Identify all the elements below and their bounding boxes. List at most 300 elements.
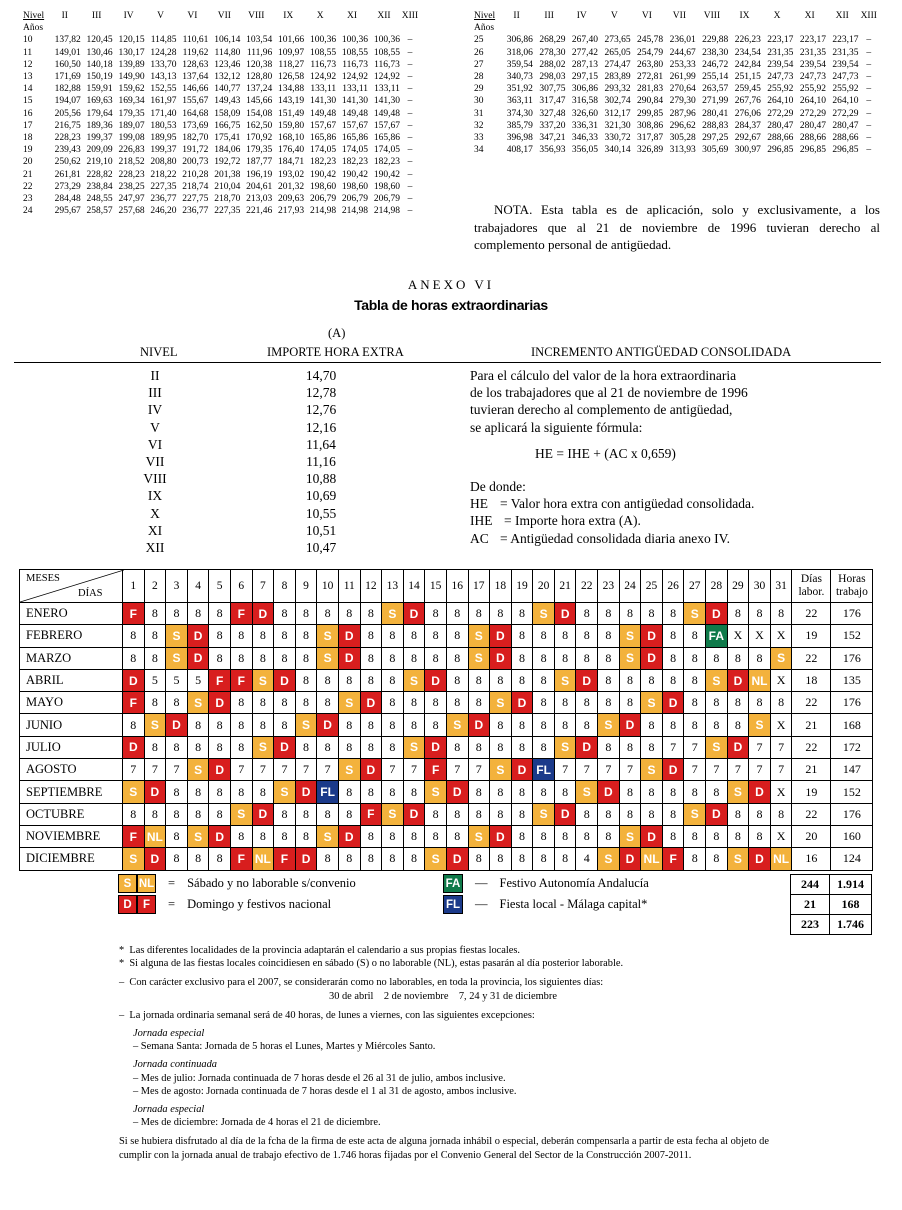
day-header: 24 bbox=[619, 570, 641, 603]
antiguedad-header-cell: V bbox=[157, 11, 164, 21]
table-cell: 214,98 bbox=[309, 206, 337, 217]
table-cell: 288,66 bbox=[799, 133, 826, 144]
table-cell: 184,71 bbox=[278, 157, 305, 168]
calendar-cell: D bbox=[749, 781, 771, 803]
table-cell: – bbox=[407, 35, 413, 46]
calendar-cell: 8 bbox=[360, 848, 382, 870]
table-cell: 299,85 bbox=[637, 108, 664, 119]
calendar-cell: 8 bbox=[230, 736, 252, 758]
table-cell: 140,18 bbox=[86, 59, 113, 70]
antiguedad-header-cell: IX bbox=[283, 11, 294, 21]
calendar-cell: D bbox=[511, 692, 533, 714]
table-cell: 253,33 bbox=[669, 59, 696, 70]
table-cell: 21 bbox=[23, 169, 33, 180]
table-cell: 313,93 bbox=[669, 145, 696, 156]
calendar-cell: 8 bbox=[727, 825, 749, 847]
calendar-cell: 7 bbox=[230, 759, 252, 781]
calendar-cell: 8 bbox=[554, 781, 576, 803]
definition-value: = Antigüedad consolidada diaria anexo IV. bbox=[500, 530, 731, 546]
day-header: 6 bbox=[230, 570, 252, 603]
table-cell: 231,35 bbox=[767, 47, 794, 58]
table-cell: 218,22 bbox=[150, 169, 177, 180]
calendar-cell: 8 bbox=[187, 736, 209, 758]
summary-row bbox=[791, 895, 872, 915]
calendar-cell: F bbox=[230, 603, 252, 625]
table-cell: 264,10 bbox=[832, 96, 859, 107]
calendar-cell: 8 bbox=[706, 848, 728, 870]
table-cell: 152,55 bbox=[150, 84, 177, 95]
calendar-cell: 8 bbox=[230, 825, 252, 847]
calendar-cell: NL bbox=[749, 669, 771, 691]
table-cell: – bbox=[407, 47, 413, 58]
table-cell: 100,36 bbox=[309, 35, 337, 46]
table-cell: 133,11 bbox=[374, 84, 400, 95]
month-name: SEPTIEMBRE bbox=[20, 781, 123, 803]
calendar-cell: 7 bbox=[446, 759, 468, 781]
table-cell: 221,46 bbox=[246, 206, 273, 217]
calendar-cell: 8 bbox=[382, 781, 404, 803]
table-cell: 231,35 bbox=[832, 47, 859, 58]
calendar-cell: S bbox=[187, 825, 209, 847]
calendar-cell: S bbox=[187, 759, 209, 781]
table-cell: 302,74 bbox=[604, 96, 631, 107]
day-header: 2 bbox=[144, 570, 166, 603]
calendar-cell: 8 bbox=[209, 714, 231, 736]
calendar-cell: 8 bbox=[252, 647, 274, 669]
definition-value: = Valor hora extra con antigüedad consolidada. bbox=[500, 496, 755, 512]
calendar-cell: 8 bbox=[576, 647, 598, 669]
table-cell: 305,69 bbox=[702, 145, 729, 156]
table-cell: 245,78 bbox=[637, 35, 664, 46]
calendar-cell: 8 bbox=[468, 848, 490, 870]
calendar-cell: S bbox=[468, 647, 490, 669]
table-cell: – bbox=[407, 133, 413, 144]
calendar-cell: 7 bbox=[274, 759, 296, 781]
calendar-cell: D bbox=[641, 647, 663, 669]
table-cell: 120,45 bbox=[86, 35, 113, 46]
table-cell: 190,42 bbox=[309, 169, 337, 180]
years-label: Años bbox=[23, 23, 44, 34]
summary-cell: 223 bbox=[791, 915, 830, 935]
summary-cell: 168 bbox=[830, 895, 872, 915]
calendar-cell: 8 bbox=[749, 803, 771, 825]
calendar-cell: D bbox=[706, 803, 728, 825]
table-cell: 272,81 bbox=[637, 72, 664, 83]
calendar-cell: D bbox=[598, 781, 620, 803]
calendar-cell: F bbox=[123, 825, 145, 847]
table-row bbox=[474, 95, 879, 107]
calendar-cell: D bbox=[749, 848, 771, 870]
day-header: 18 bbox=[490, 570, 512, 603]
table-cell: 214,98 bbox=[341, 206, 369, 217]
calendar-cell: S bbox=[684, 603, 706, 625]
table-cell: 298,03 bbox=[539, 72, 566, 83]
table-cell: 16 bbox=[23, 108, 33, 119]
horas-trabajo-value: 152 bbox=[831, 781, 873, 803]
calendar-cell: S bbox=[749, 714, 771, 736]
calendar-cell: 8 bbox=[338, 781, 360, 803]
month-name: FEBRERO bbox=[20, 625, 123, 647]
table-cell: 242,84 bbox=[734, 59, 761, 70]
table-cell: 247,73 bbox=[799, 72, 826, 83]
antiguedad-header-cell: III bbox=[91, 11, 102, 21]
month-name: NOVIEMBRE bbox=[20, 825, 123, 847]
legend bbox=[118, 874, 788, 918]
day-header: 11 bbox=[338, 570, 360, 603]
table-cell: 330,72 bbox=[604, 133, 631, 144]
table-cell: 130,17 bbox=[118, 47, 145, 58]
table-cell: – bbox=[866, 84, 872, 95]
dias-labor-value: 20 bbox=[792, 825, 831, 847]
calendar-cell: 8 bbox=[144, 625, 166, 647]
dias-labor-header: Días labor. bbox=[792, 570, 831, 603]
table-cell: 174,05 bbox=[341, 145, 369, 156]
antiguedad-header-cell: IX bbox=[739, 11, 750, 21]
calendar-cell: 8 bbox=[533, 736, 555, 758]
calendar-cell: 8 bbox=[662, 647, 684, 669]
month-name: ENERO bbox=[20, 603, 123, 625]
day-header: 10 bbox=[317, 570, 339, 603]
antiguedad-header-cell: XIII bbox=[401, 11, 419, 21]
calendar-cell: S bbox=[187, 692, 209, 714]
antiguedad-header-row bbox=[474, 10, 879, 22]
calendar-cell: 8 bbox=[533, 625, 555, 647]
calendar-cell: 8 bbox=[706, 647, 728, 669]
calendar-cell: 8 bbox=[360, 603, 382, 625]
table-cell: – bbox=[407, 108, 413, 119]
table-cell: 267,40 bbox=[571, 35, 598, 46]
antiguedad-table-right bbox=[474, 10, 879, 156]
calendar-cell: 8 bbox=[468, 692, 490, 714]
calendar-cell: 8 bbox=[360, 736, 382, 758]
table-cell: 34 bbox=[474, 145, 484, 156]
calendar-cell: 8 bbox=[446, 692, 468, 714]
nota-text: Esta tabla es de aplicación, solo y exclusivamente, a los trabajadores que al 21 de noviembre de 1996 tuvieran derecho al complemento personal de antigüedad. bbox=[474, 202, 880, 252]
table-cell: 134,88 bbox=[278, 84, 305, 95]
calendar-cell: S bbox=[576, 781, 598, 803]
nivel-value: VII bbox=[145, 454, 165, 470]
calendar-cell: 8 bbox=[619, 692, 641, 714]
table-row bbox=[474, 108, 879, 120]
table-cell: – bbox=[407, 194, 413, 205]
table-cell: – bbox=[866, 108, 872, 119]
table-cell: 209,09 bbox=[86, 145, 113, 156]
calendar-cell: X bbox=[749, 625, 771, 647]
col-nivel-header: NIVEL bbox=[140, 345, 178, 359]
table-cell: 263,80 bbox=[637, 59, 664, 70]
calendar-cell: D bbox=[468, 714, 490, 736]
summary-cell: 1.746 bbox=[830, 915, 872, 935]
table-cell: 317,87 bbox=[637, 133, 664, 144]
table-cell: 218,74 bbox=[182, 181, 209, 192]
month-row bbox=[20, 625, 873, 647]
month-row bbox=[20, 848, 873, 870]
day-header: 5 bbox=[209, 570, 231, 603]
calendar-cell: 7 bbox=[770, 759, 792, 781]
calendar-cell: 8 bbox=[382, 825, 404, 847]
calendar-cell: D bbox=[490, 825, 512, 847]
table-cell: 165,86 bbox=[309, 133, 337, 144]
calendar-cell: 8 bbox=[662, 625, 684, 647]
antiguedad-header-cell: V bbox=[610, 11, 618, 21]
calendar-cell: D bbox=[446, 781, 468, 803]
dias-labor-value: 22 bbox=[792, 803, 831, 825]
calendar-cell: D bbox=[295, 848, 317, 870]
table-cell: 11 bbox=[23, 47, 33, 58]
table-cell: 116,73 bbox=[374, 59, 400, 70]
calendar-cell: 8 bbox=[468, 603, 490, 625]
calendar-cell: D bbox=[338, 625, 360, 647]
table-cell: – bbox=[866, 96, 872, 107]
table-cell: 287,96 bbox=[669, 108, 696, 119]
table-cell: 296,85 bbox=[767, 145, 794, 156]
table-cell: 25 bbox=[474, 35, 484, 46]
table-cell: 20 bbox=[23, 157, 33, 168]
calendar-cell: 8 bbox=[317, 692, 339, 714]
table-cell: 200,73 bbox=[182, 157, 209, 168]
table-cell: 213,03 bbox=[246, 194, 273, 205]
definition-key: IHE bbox=[470, 513, 493, 529]
calendar-cell: 8 bbox=[576, 714, 598, 736]
calendar-cell: 8 bbox=[144, 803, 166, 825]
calendar-cell: 5 bbox=[187, 669, 209, 691]
calendar-cell: 7 bbox=[598, 759, 620, 781]
formula-text-line: se aplicará la siguiente fórmula: bbox=[470, 419, 643, 435]
table-cell: 300,97 bbox=[734, 145, 761, 156]
day-header: 15 bbox=[425, 570, 447, 603]
month-row bbox=[20, 781, 873, 803]
calendar-cell: 8 bbox=[533, 848, 555, 870]
table-cell: 126,58 bbox=[278, 72, 305, 83]
table-cell: 210,04 bbox=[214, 181, 241, 192]
calendar-cell: 8 bbox=[230, 781, 252, 803]
table-cell: 268,29 bbox=[539, 35, 566, 46]
table-row bbox=[474, 144, 879, 156]
calendar-cell: 7 bbox=[382, 759, 404, 781]
calendar-cell: F bbox=[662, 848, 684, 870]
table-cell: 374,30 bbox=[506, 108, 533, 119]
table-cell: 229,88 bbox=[702, 35, 729, 46]
calendar-cell: 8 bbox=[230, 692, 252, 714]
month-row bbox=[20, 647, 873, 669]
years-label: Años bbox=[474, 23, 495, 34]
table-cell: 204,61 bbox=[246, 181, 273, 192]
table-cell: 287,13 bbox=[571, 59, 598, 70]
table-cell: 31 bbox=[474, 108, 484, 119]
month-row bbox=[20, 759, 873, 781]
day-header: 12 bbox=[360, 570, 382, 603]
jornada-item: – Mes de julio: Jornada continuada de 7 horas desde el 26 al 31 de julio, ambos inclusive. bbox=[133, 1072, 506, 1084]
calendar-cell: NL bbox=[641, 848, 663, 870]
calendar-cell: 8 bbox=[598, 692, 620, 714]
month-name: ABRIL bbox=[20, 669, 123, 691]
calendar-cell: 8 bbox=[425, 692, 447, 714]
calendar-cell: 7 bbox=[123, 759, 145, 781]
table-cell: 228,82 bbox=[86, 169, 113, 180]
calendar-cell: 8 bbox=[727, 714, 749, 736]
calendar-cell: 8 bbox=[770, 692, 792, 714]
table-cell: 293,32 bbox=[604, 84, 631, 95]
table-cell: 182,88 bbox=[54, 84, 81, 95]
table-cell: 154,08 bbox=[246, 108, 273, 119]
table-cell: 208,80 bbox=[150, 157, 177, 168]
summary-table bbox=[790, 874, 872, 935]
table-cell: – bbox=[866, 145, 872, 156]
calendar-cell: 8 bbox=[360, 647, 382, 669]
calendar-cell: 8 bbox=[382, 848, 404, 870]
note-2: * Si alguna de las fiestas locales coincidiesen en sábado (S) o no laborable (NL), estas pasarán al día posterior laborable. bbox=[119, 958, 624, 970]
table-cell: 277,42 bbox=[571, 47, 598, 58]
table-cell: 356,05 bbox=[571, 145, 598, 156]
table-cell: 257,68 bbox=[118, 206, 145, 217]
calendar-cell: S bbox=[468, 825, 490, 847]
calendar-cell: 8 bbox=[123, 803, 145, 825]
calendar-cell: F bbox=[230, 669, 252, 691]
calendar-table bbox=[19, 569, 873, 871]
table-cell: 336,31 bbox=[571, 120, 598, 131]
table-cell: 226,23 bbox=[734, 35, 761, 46]
calendar-cell: D bbox=[619, 714, 641, 736]
calendar-cell: D bbox=[554, 803, 576, 825]
legend-item: S NL = Sábado y no laborable s/convenio bbox=[118, 874, 356, 893]
day-header: 4 bbox=[187, 570, 209, 603]
table-cell: 157,67 bbox=[341, 120, 369, 131]
calendar-cell: 8 bbox=[468, 736, 490, 758]
horas-trabajo-value: 124 bbox=[831, 848, 873, 870]
calendar-cell: 8 bbox=[727, 692, 749, 714]
calendar-cell: 8 bbox=[295, 825, 317, 847]
legend-text: Sábado y no laborable s/convenio bbox=[187, 876, 356, 890]
table-cell: 190,42 bbox=[373, 169, 400, 180]
table-cell: – bbox=[407, 59, 413, 70]
table-cell: – bbox=[866, 47, 872, 58]
table-cell: 151,49 bbox=[278, 108, 305, 119]
table-cell: 238,25 bbox=[118, 181, 145, 192]
table-cell: 284,48 bbox=[54, 194, 81, 205]
calendar-cell: 8 bbox=[144, 603, 166, 625]
month-row bbox=[20, 825, 873, 847]
table-cell: 206,79 bbox=[309, 194, 337, 205]
table-cell: 274,47 bbox=[604, 59, 631, 70]
calendar-cell: F bbox=[360, 803, 382, 825]
table-cell: – bbox=[866, 72, 872, 83]
table-cell: 214,98 bbox=[373, 206, 400, 217]
calendar-cell: 8 bbox=[166, 736, 188, 758]
calendar-cell: 8 bbox=[684, 781, 706, 803]
calendar-cell: 8 bbox=[144, 736, 166, 758]
day-header: 20 bbox=[533, 570, 555, 603]
table-cell: 296,85 bbox=[832, 145, 859, 156]
table-cell: 244,67 bbox=[669, 47, 696, 58]
table-cell: 236,01 bbox=[669, 35, 696, 46]
table-cell: 238,30 bbox=[702, 47, 729, 58]
calendar-cell: 8 bbox=[230, 714, 252, 736]
calendar-cell: 8 bbox=[382, 692, 404, 714]
table-row bbox=[23, 132, 420, 144]
calendar-cell: 8 bbox=[511, 825, 533, 847]
calendar-cell: D bbox=[425, 736, 447, 758]
table-cell: 236,77 bbox=[182, 206, 209, 217]
calendar-cell: D bbox=[446, 848, 468, 870]
table-cell: 209,63 bbox=[278, 194, 305, 205]
table-cell: 223,17 bbox=[767, 35, 794, 46]
calendar-cell: 8 bbox=[144, 647, 166, 669]
calendar-cell: 8 bbox=[187, 714, 209, 736]
table-cell: 219,10 bbox=[86, 157, 113, 168]
calendar-cell: D bbox=[576, 669, 598, 691]
table-cell: 296,85 bbox=[799, 145, 826, 156]
table-cell: 191,72 bbox=[182, 145, 209, 156]
table-cell: 239,54 bbox=[767, 59, 794, 70]
calendar-cell: 8 bbox=[317, 603, 339, 625]
table-cell: 326,89 bbox=[637, 145, 664, 156]
calendar-cell: 8 bbox=[468, 781, 490, 803]
calendar-cell: 7 bbox=[295, 759, 317, 781]
calendar-cell: 8 bbox=[662, 714, 684, 736]
calendar-cell: 8 bbox=[187, 803, 209, 825]
table-cell: 198,60 bbox=[341, 181, 369, 192]
calendar-cell: D bbox=[317, 714, 339, 736]
month-row bbox=[20, 803, 873, 825]
table-cell: – bbox=[407, 145, 413, 156]
calendar-cell: D bbox=[338, 825, 360, 847]
calendar-cell: 7 bbox=[662, 736, 684, 758]
table-cell: 194,07 bbox=[54, 96, 81, 107]
calendar-cell: 8 bbox=[166, 848, 188, 870]
table-cell: 128,63 bbox=[182, 59, 209, 70]
calendar-cell: D bbox=[166, 714, 188, 736]
table-cell: 326,60 bbox=[571, 108, 598, 119]
antiguedad-years-row bbox=[474, 22, 879, 34]
table-cell: 128,80 bbox=[246, 72, 273, 83]
calendar-cell: 8 bbox=[684, 692, 706, 714]
day-header: 23 bbox=[598, 570, 620, 603]
table-cell: 137,24 bbox=[246, 84, 273, 95]
table-cell: 149,48 bbox=[373, 108, 400, 119]
table-cell: 281,83 bbox=[637, 84, 664, 95]
table-cell: – bbox=[866, 35, 872, 46]
table-row bbox=[474, 47, 879, 59]
month-row bbox=[20, 669, 873, 691]
table-cell: 149,48 bbox=[341, 108, 369, 119]
table-cell: 143,19 bbox=[278, 96, 305, 107]
calendar-cell: 8 bbox=[274, 692, 296, 714]
jornada-1-title: Jornada especial bbox=[133, 1028, 205, 1040]
table-cell: 32 bbox=[474, 120, 484, 131]
importe-value: 12,78 bbox=[305, 385, 337, 401]
dias-labor-value: 19 bbox=[792, 781, 831, 803]
table-cell: 190,42 bbox=[341, 169, 369, 180]
calendar-cell: 8 bbox=[598, 803, 620, 825]
calendar-cell: 8 bbox=[446, 825, 468, 847]
importe-value: 11,16 bbox=[306, 454, 336, 470]
table-cell: 149,43 bbox=[214, 96, 241, 107]
calendar-cell: S bbox=[295, 714, 317, 736]
calendar-cell: 8 bbox=[662, 803, 684, 825]
table-cell: 351,92 bbox=[506, 84, 533, 95]
calendar-cell: 7 bbox=[576, 759, 598, 781]
table-cell: 137,64 bbox=[182, 72, 209, 83]
table-cell: – bbox=[866, 133, 872, 144]
table-cell: 199,37 bbox=[86, 133, 113, 144]
calendar-cell: 8 bbox=[317, 736, 339, 758]
table-cell: 155,67 bbox=[182, 96, 209, 107]
month-name: DICIEMBRE bbox=[20, 848, 123, 870]
dias-labor-value: 16 bbox=[792, 848, 831, 870]
calendar-cell: 8 bbox=[684, 825, 706, 847]
calendar-cell: X bbox=[770, 625, 792, 647]
calendar-cell: D bbox=[252, 603, 274, 625]
